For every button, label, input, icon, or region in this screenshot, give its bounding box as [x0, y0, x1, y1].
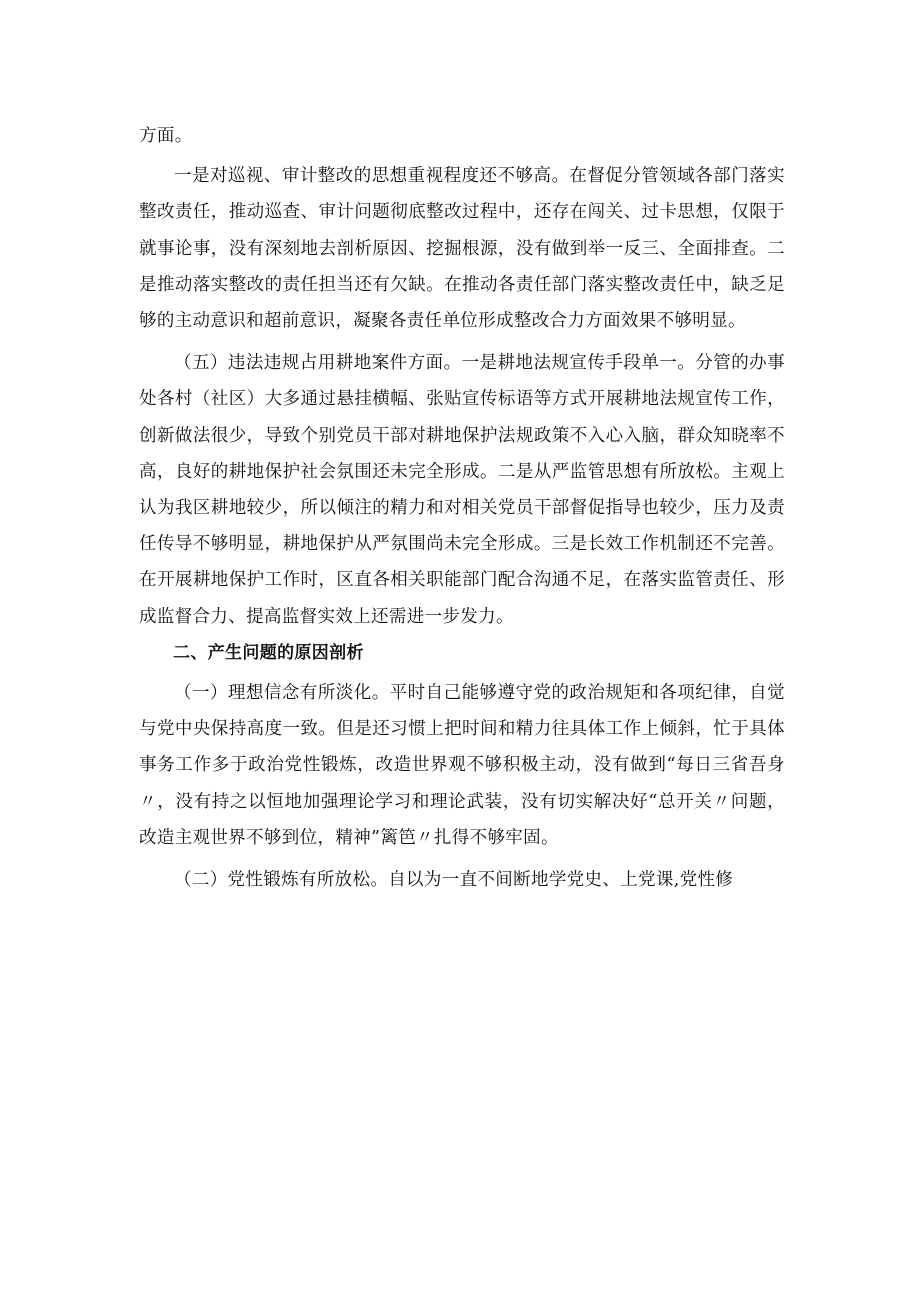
- paragraph-ideals-beliefs: （一）理想信念有所淡化。平时自己能够遵守党的政治规矩和各项纪律，自觉与党中央保持高度一致。但是还习惯上把时间和精力往具体工作上倾斜，忙于具体事务工作多于政治党性锻炼，改造世界观不够积极主动，没有做到“每日三省吾身〃，没有持之以恒地加强理论学习和理论武装，没有切实解决好“总开关〃问题，改造主观世界不够到位，精神”篱笆〃扎得不够牢固。: [139, 683, 785, 848]
- paragraph-continuation: 方面。: [139, 126, 193, 146]
- paragraph-farmland-cases: （五）违法违规占用耕地案件方面。一是耕地法规宣传手段单一。分管的办事处各村（社区）大多通过悬挂横幅、张贴宣传标语等方式开展耕地法规宣传工作，创新做法很少，导致个别党员干部对耕地保护法规政策不入心入脑，群众知晓率不高，良好的耕地保护社会氛围还未完全形成。二是从严监管思想有所放松。主观上认为我区耕地较少，所以倾注的精力和对相关党员干部督促指导也较少，压力及责任传导不够明显，耕地保护从严氛围尚未完全形成。三是长效工作机制还不完善。在开展耕地保护工作时，区直各相关职能部门配合沟通不足，在落实监管责任、形成监督合力、提高监督实效上还需进一步发力。: [139, 353, 785, 627]
- document-body: [139, 118, 785, 898]
- paragraph-rectification-issues: 一是对巡视、审计整改的思想重视程度还不够高。在督促分管领域各部门落实整改责任，推动巡查、审计问题彻底整改过程中，还存在闯关、过卡思想，仅限于就事论事，没有深刻地去剖析原因、挖掘根源，没有做到举一反三、全面排查。二是推动落实整改的责任担当还有欠缺。在推动各责任部门落实整改责任中，缺乏足够的主动意识和超前意识，凝聚各责任单位形成整改合力方面效果不够明显。: [139, 166, 785, 332]
- paragraph-party-spirit: （二）党性锻炼有所放松。自以为一直不间断地学党史、上党课,党性修: [174, 870, 734, 891]
- section-heading-cause-analysis: 二、产生问题的原因剖析: [173, 642, 364, 663]
